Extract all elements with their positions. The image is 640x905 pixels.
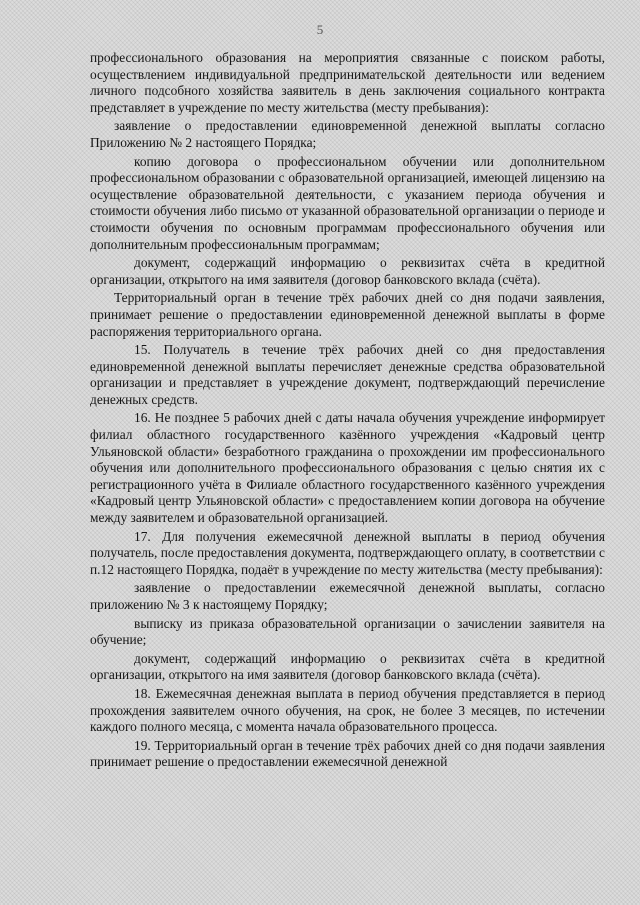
- paragraph: 18. Ежемесячная денежная выплата в период обучения представляется в период прохождения заявителем очного обучения, на срок, не более 3 месяцев, по истечении каждого полного месяца, с момента начала образовательного процесса.: [90, 685, 605, 735]
- document-body: [90, 50, 605, 771]
- paragraph: 16. Не позднее 5 рабочих дней с даты начала обучения учреждение информирует филиал областного государственного казённого учреждения «Кадровый центр Ульяновской области» безработного гражданина о прохождении им профессионального обучения или дополнительного профессионального образования с целью снятия их с регистрационного учёта в Филиале областного государственного казённого учреждения «Кадровый центр Ульяновской области» с предоставлением копии договора на обучение между заявителем и образовательной организацией.: [90, 410, 605, 526]
- paragraph: выписку из приказа образовательной организации о зачислении заявителя на обучение;: [90, 615, 605, 648]
- page-number: 5: [316, 22, 324, 37]
- paragraph: 19. Территориальный орган в течение трёх рабочих дней со дня подачи заявления принимает решение о предоставлении ежемесячной денежной: [90, 737, 605, 770]
- paragraph: документ, содержащий информацию о реквизитах счёта в кредитной организации, открытого на имя заявителя (договор банковского вклада (счёта).: [90, 255, 605, 287]
- paragraph: профессионального образования на мероприятия связанные с поиском работы, осуществлением индивидуальной предпринимательской деятельности или ведением личного подсобного хозяйства заявитель в день заключения социального контракта представляет в учреждение по месту жительства (месту пребывания):: [90, 50, 605, 115]
- paragraph: заявление о предоставлении ежемесячной денежной выплаты, согласно приложению № 3 к настоящему Порядку;: [90, 580, 605, 612]
- paragraph: 17. Для получения ежемесячной денежной выплаты в период обучения получатель, после предоставления документа, подтверждающего оплату, в соответствии с п.12 настоящего Порядка, подаёт в учреждение по месту жительства (месту пребывания):: [90, 528, 605, 577]
- paragraph: документ, содержащий информацию о реквизитах счёта в кредитной организации, открытого на имя заявителя (договор банковского вклада (счёта).: [90, 650, 605, 683]
- paragraph: заявление о предоставлении единовременной денежной выплаты согласно Приложению № 2 настоящего Порядка;: [90, 118, 605, 150]
- paragraph: 15. Получатель в течение трёх рабочих дней со дня предоставления единовременной денежной выплаты перечисляет денежные средства образовательной организации и представляет в учреждение документ, подтверждающий перечисление денежных средств.: [90, 342, 605, 407]
- paragraph: копию договора о профессиональном обучении или дополнительном профессиональном образовании с образовательной организацией, имеющей лицензию на осуществление образовательной деятельности, с указанием периода обучения и стоимости обучения либо письмо от указанной образовательной организации о периоде и стоимости обучения по основным программам профессионального обучения или дополнительным профессиональным программам;: [90, 153, 605, 252]
- paragraph: Территориальный орган в течение трёх рабочих дней со дня подачи заявления, принимает решение о предоставлении единовременной денежной выплаты в форме распоряжения территориального органа.: [90, 290, 605, 339]
